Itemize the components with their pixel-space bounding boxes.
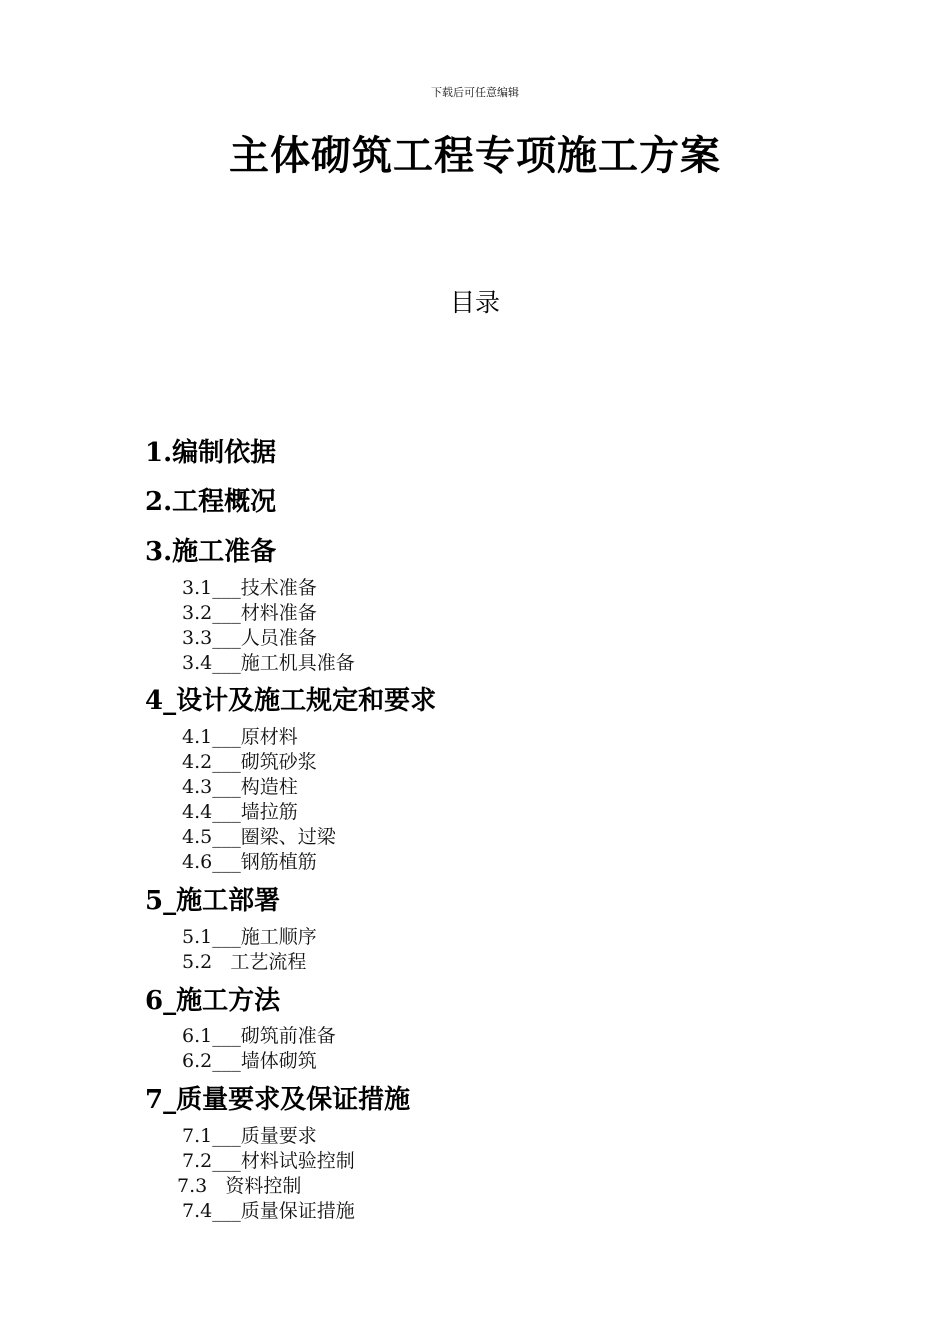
toc-title: 目录 (449, 288, 500, 317)
toc-item-4-2[interactable]: 4.2___砌筑砂浆 (182, 751, 317, 773)
toc-item-5-2[interactable]: 5.2 工艺流程 (182, 951, 307, 973)
toc-item-4-3[interactable]: 4.3___构造柱 (182, 776, 298, 798)
toc-item-4-6[interactable]: 4.6___钢筋植筋 (182, 851, 317, 873)
toc-section-6[interactable]: 6_施工方法 (145, 986, 281, 1016)
toc-section-5[interactable]: 5_施工部署 (145, 886, 281, 916)
toc-item-3-1[interactable]: 3.1___技术准备 (182, 577, 317, 599)
toc-item-3-2[interactable]: 3.2___材料准备 (182, 602, 317, 624)
toc-item-4-4[interactable]: 4.4___墙拉筋 (182, 801, 298, 823)
toc-section-3[interactable]: 3.施工准备 (145, 537, 277, 567)
toc-item-6-1[interactable]: 6.1___砌筑前准备 (182, 1025, 336, 1047)
toc-item-3-4[interactable]: 3.4___施工机具准备 (182, 652, 355, 674)
toc-section-1[interactable]: 1.编制依据 (145, 438, 277, 468)
toc-item-7-4[interactable]: 7.4___质量保证措施 (182, 1200, 355, 1222)
toc-item-4-5[interactable]: 4.5___圈梁、过梁 (182, 826, 336, 848)
toc-item-7-3[interactable]: 7.3 资料控制 (177, 1175, 302, 1197)
toc-item-7-2[interactable]: 7.2___材料试验控制 (182, 1150, 355, 1172)
toc-section-4[interactable]: 4_设计及施工规定和要求 (145, 686, 437, 716)
document-title: 主体砌筑工程专项施工方案 (229, 133, 721, 179)
toc-section-7[interactable]: 7_质量要求及保证措施 (145, 1085, 411, 1115)
toc-item-5-1[interactable]: 5.1___施工顺序 (182, 926, 317, 948)
header-note: 下载后可任意编辑 (431, 86, 519, 99)
toc-item-7-1[interactable]: 7.1___质量要求 (182, 1125, 317, 1147)
toc-item-4-1[interactable]: 4.1___原材料 (182, 726, 298, 748)
toc-item-3-3[interactable]: 3.3___人员准备 (182, 627, 317, 649)
toc-item-6-2[interactable]: 6.2___墙体砌筑 (182, 1050, 317, 1072)
toc-section-2[interactable]: 2.工程概况 (145, 487, 277, 517)
